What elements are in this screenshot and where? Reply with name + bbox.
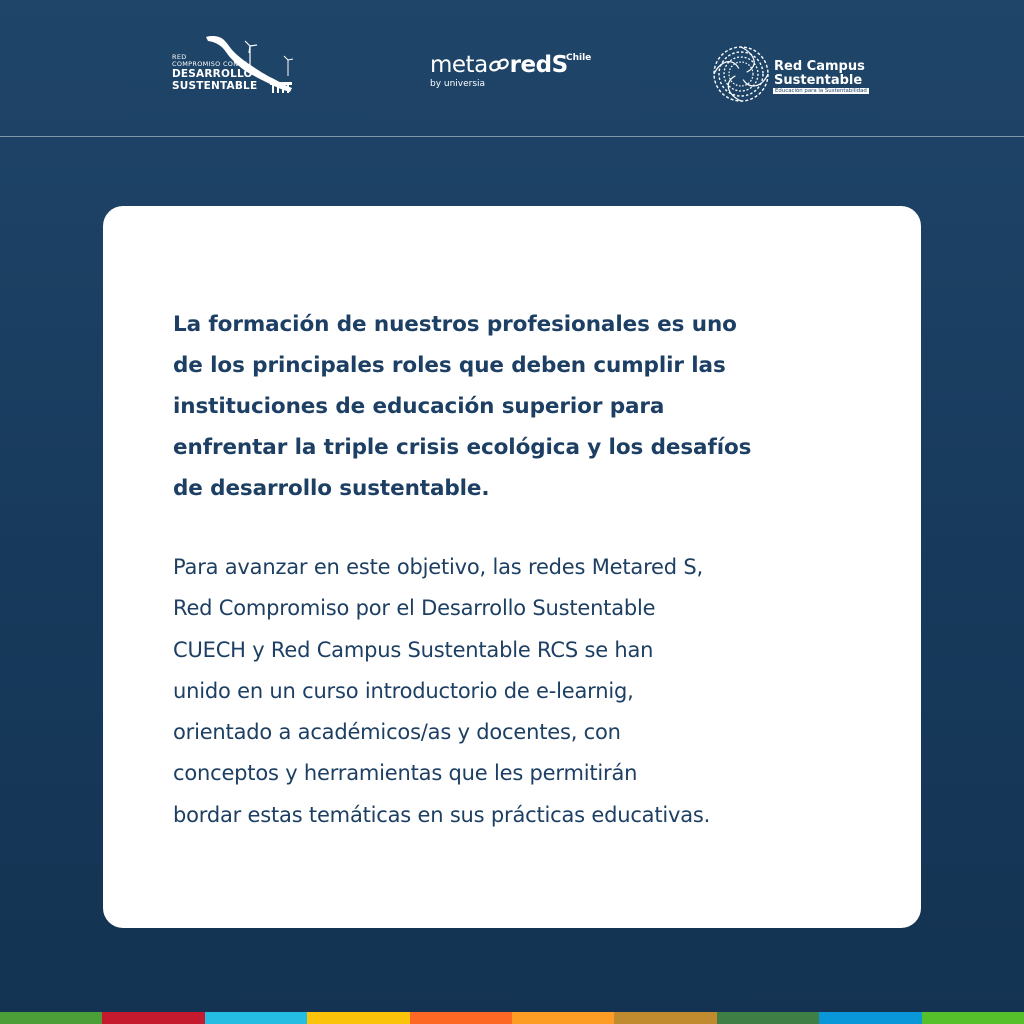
logo-metared-chile: Chile [566, 53, 592, 63]
logo-red-campus-sustentable [711, 44, 871, 104]
body-line: orientado a académicos/as y docentes, con [173, 720, 621, 745]
logo-cuech-line3: DESARROLLO [172, 68, 253, 80]
lead-line: instituciones de educación superior para [173, 394, 665, 419]
sdg-color-segment [819, 1012, 921, 1024]
logo-cuech-line1: RED [172, 53, 187, 61]
sdg-color-segment [410, 1012, 512, 1024]
lead-line: La formación de nuestros profesionales es uno [173, 312, 737, 337]
sdg-color-strip [0, 1012, 1024, 1024]
spiral-globe-icon [711, 44, 771, 104]
logo-metared-meta: meta [430, 52, 488, 78]
body-paragraph [173, 547, 873, 836]
logo-metared [430, 52, 600, 96]
link-icon [488, 57, 510, 73]
logo-rcs-line1: Red Campus [774, 59, 865, 74]
sdg-color-segment [205, 1012, 307, 1024]
body-line: unido en un curso introductorio de e-learnig, [173, 678, 634, 703]
lead-paragraph [173, 304, 873, 509]
header-divider [0, 136, 1024, 137]
body-line: CUECH y Red Campus Sustentable RCS se han [173, 637, 654, 662]
sdg-color-segment [307, 1012, 409, 1024]
sdg-color-segment [0, 1012, 102, 1024]
logo-red-compromiso [172, 34, 302, 98]
body-line: Para avanzar en este objetivo, las redes Metared S, [173, 555, 703, 579]
body-line: bordar estas temáticas en sus prácticas educativas. [173, 802, 711, 827]
sdg-color-segment [922, 1012, 1024, 1024]
lead-line: de desarrollo sustentable. [173, 476, 490, 501]
lead-line: de los principales roles que deben cumplir las [173, 353, 726, 378]
logo-metared-wordmark [430, 52, 568, 78]
logo-rcs-tagline: Educación para la Sustentabilidad [775, 88, 867, 94]
logo-rcs-line2: Sustentable [774, 73, 863, 88]
body-line: conceptos y herramientas que les permitirán [173, 761, 638, 786]
logo-cuech-line4: SUSTENTABLE [172, 80, 258, 92]
sdg-color-segment [717, 1012, 819, 1024]
lead-line: enfrentar la triple crisis ecológica y los desafíos [173, 435, 752, 460]
body-line: Red Compromiso por el Desarrollo Sustentable [173, 596, 656, 621]
content-card [103, 206, 921, 928]
logo-cuech-line2: COMPROMISO CON EL [172, 60, 250, 68]
sdg-color-segment [512, 1012, 614, 1024]
header [0, 0, 1024, 137]
logo-metared-by: by universia [430, 79, 486, 89]
sdg-color-segment [102, 1012, 204, 1024]
sdg-color-segment [614, 1012, 716, 1024]
logo-metared-reds: redS [509, 52, 568, 78]
